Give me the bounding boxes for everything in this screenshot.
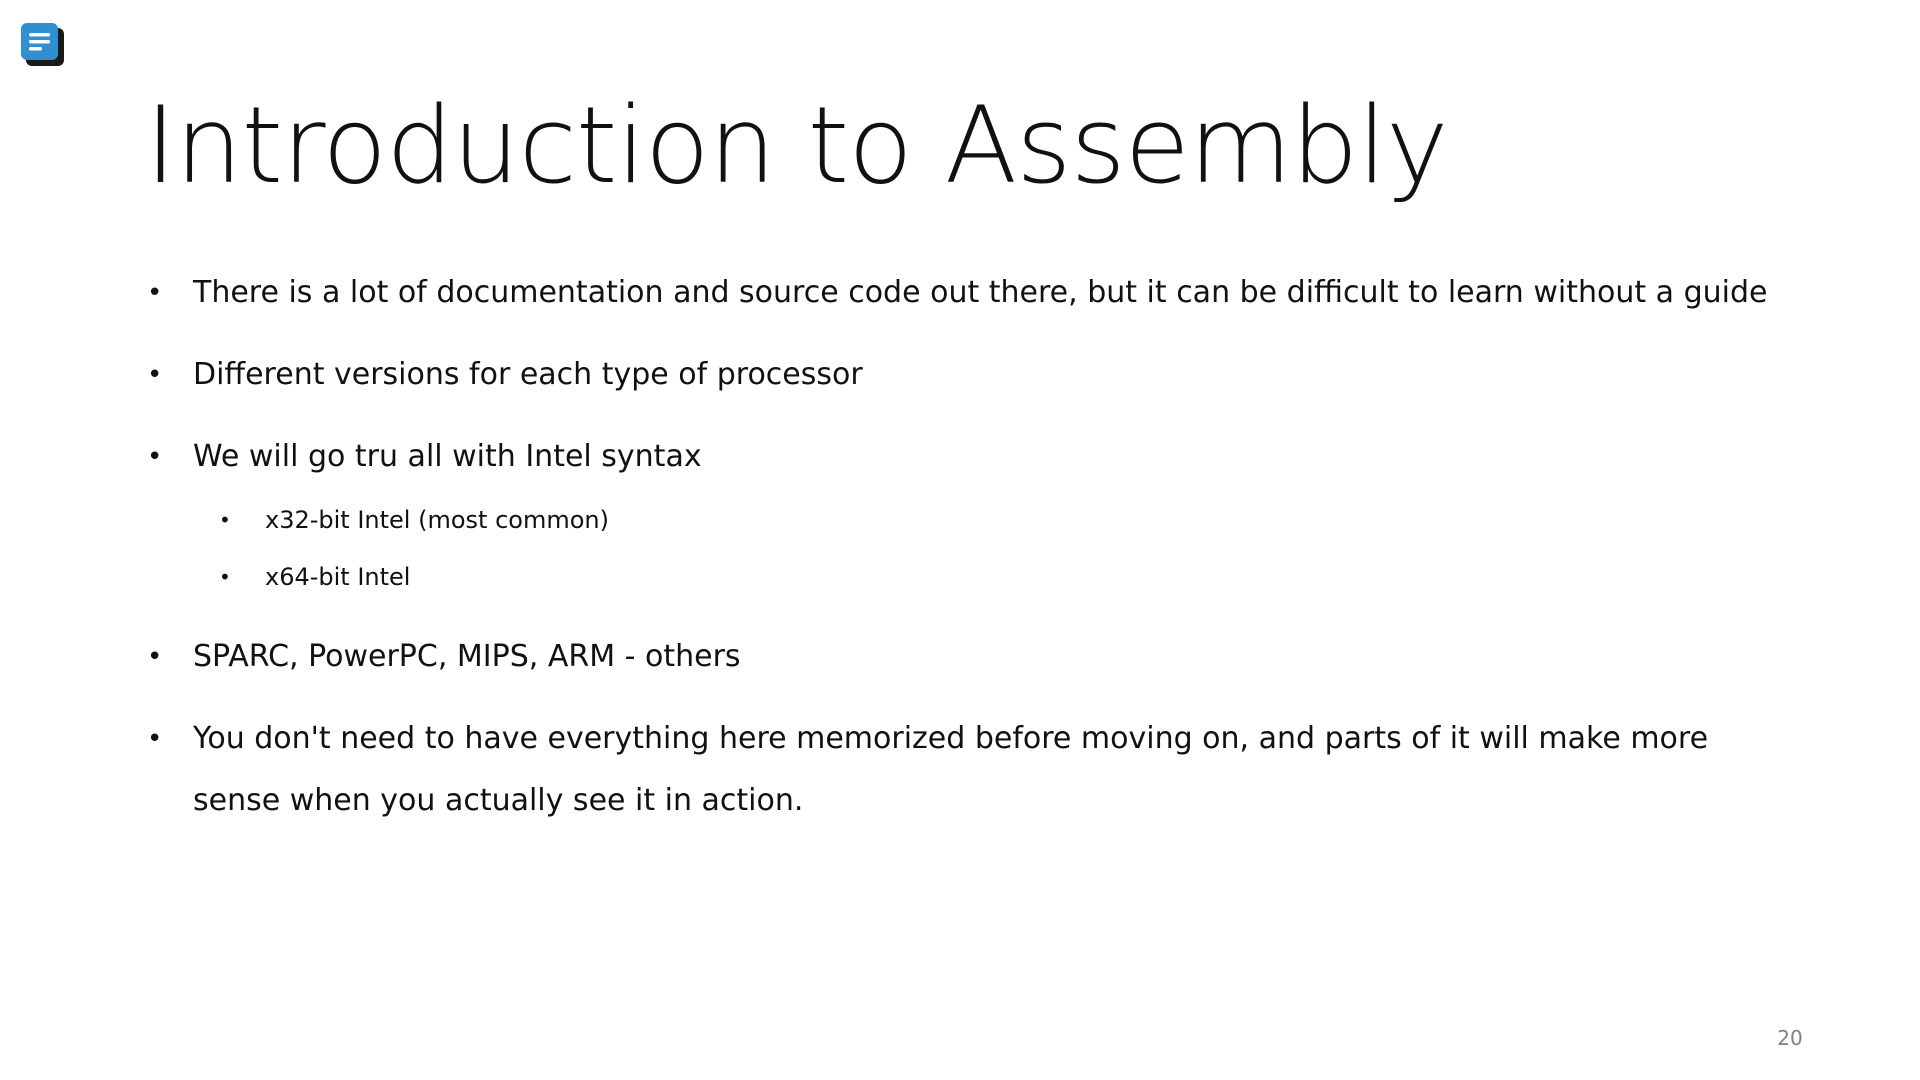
bullet-item bbox=[145, 708, 1785, 832]
bullet-marker: • bbox=[147, 642, 163, 672]
page-number: 20 bbox=[1777, 1026, 1803, 1050]
bullet-item bbox=[145, 344, 1785, 406]
sub-bullet-list bbox=[193, 492, 1785, 606]
bullet-text: We will go tru all with Intel syntax bbox=[193, 439, 702, 474]
sub-bullet-marker: • bbox=[219, 565, 231, 589]
bullet-item bbox=[145, 626, 1785, 688]
sub-bullet-item bbox=[193, 492, 1785, 549]
sub-bullet-text: x32-bit Intel (most common) bbox=[265, 506, 609, 534]
bullet-marker: • bbox=[147, 278, 163, 308]
bullet-list bbox=[145, 262, 1785, 832]
sub-bullet-text: x64-bit Intel bbox=[265, 563, 411, 591]
notes-icon[interactable] bbox=[20, 22, 66, 68]
bullet-marker: • bbox=[147, 442, 163, 472]
bullet-item bbox=[145, 262, 1785, 324]
bullet-text: SPARC, PowerPC, MIPS, ARM - others bbox=[193, 639, 741, 674]
bullet-marker: • bbox=[147, 724, 163, 754]
bullet-marker: • bbox=[147, 360, 163, 390]
slide-title: Introduction to Assembly bbox=[145, 84, 1448, 207]
sub-bullet-item bbox=[193, 549, 1785, 606]
bullet-text: Different versions for each type of processor bbox=[193, 357, 863, 392]
bullet-text: There is a lot of documentation and source code out there, but it can be difficult to learn without a guide bbox=[193, 275, 1768, 310]
notes-icon-graphic bbox=[20, 22, 66, 68]
bullet-text: You don't need to have everything here memorized before moving on, and parts of it will make more sense when you actually see it in action. bbox=[193, 721, 1709, 818]
bullet-item bbox=[145, 426, 1785, 606]
sub-bullet-marker: • bbox=[219, 508, 231, 532]
